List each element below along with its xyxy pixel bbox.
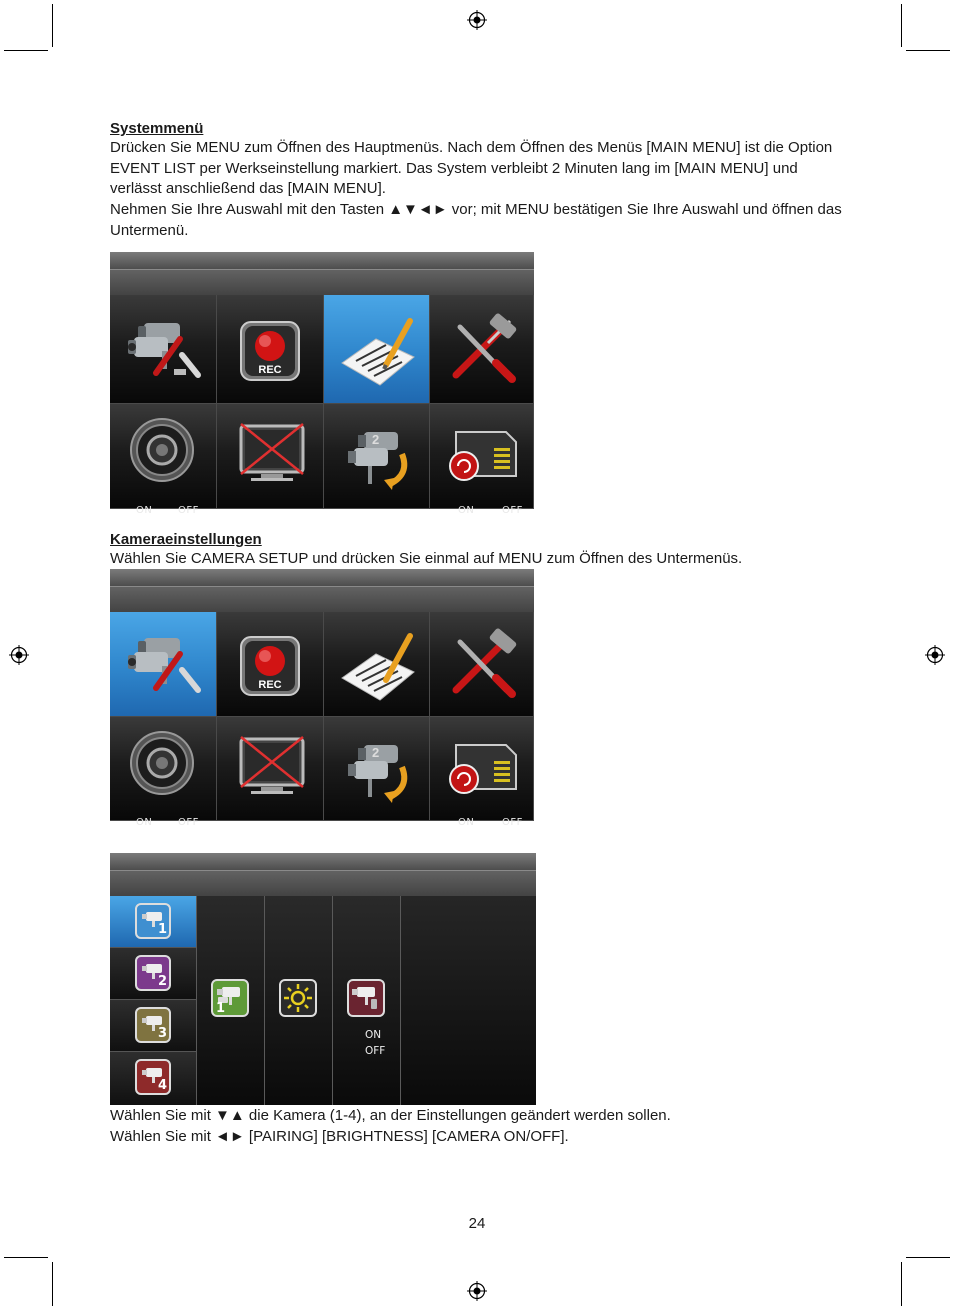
tile-sd-card[interactable] [430, 717, 534, 828]
tile-system-setup[interactable] [430, 612, 534, 717]
menu-subtitle-bar [110, 269, 534, 296]
registration-mark-icon [467, 1281, 487, 1301]
menu-subtitle-bar [110, 586, 534, 613]
sd-card-record-icon [430, 404, 534, 509]
camera-setup-submenu [110, 853, 536, 1105]
menu-subtitle-bar [110, 870, 536, 897]
tile-system-setup[interactable] [430, 295, 534, 404]
camera-4-option[interactable] [110, 1052, 196, 1105]
camera-tools-icon [110, 295, 217, 404]
camera-off-label: OFF [365, 1045, 386, 1057]
camera-pairing-icon [211, 979, 249, 1017]
main-menu-screen-1 [110, 252, 534, 516]
menu-title-bar [110, 569, 534, 586]
pairing-column[interactable] [197, 896, 265, 1105]
tile-screen[interactable] [217, 717, 324, 821]
tile-screen[interactable] [217, 404, 324, 509]
svg-text:REC: REC [258, 679, 282, 691]
off-label: OFF [178, 505, 199, 516]
tile-camera-switch[interactable] [324, 717, 430, 821]
on-label: ON [136, 817, 153, 828]
page-number: 24 [468, 1215, 486, 1232]
hammer-screwdriver-icon [430, 612, 534, 717]
section-heading-kameraeinstellungen: Kameraeinstellungen [110, 531, 262, 548]
camera-rotate-icon [324, 717, 430, 821]
sd-card-record-icon [430, 717, 534, 821]
off-label: OFF [502, 817, 523, 828]
on-label: ON [136, 505, 153, 516]
crop-mark [52, 1262, 53, 1306]
tile-camera-switch[interactable] [324, 404, 430, 509]
camera-2-option[interactable] [110, 948, 196, 1000]
menu-title-bar [110, 252, 534, 269]
hammer-screwdriver-icon [430, 295, 534, 404]
main-menu-screen-2 [110, 569, 534, 828]
crop-mark [901, 1262, 902, 1306]
tile-speaker[interactable] [110, 717, 217, 828]
speaker-icon [110, 717, 217, 821]
tile-camera-setup[interactable] [110, 295, 217, 404]
on-label: ON [458, 817, 475, 828]
crop-mark [4, 50, 48, 51]
submenu-empty-area [401, 896, 536, 1105]
menu-title-bar [110, 853, 536, 870]
rec-button-icon [217, 612, 324, 717]
crop-mark [52, 4, 53, 47]
registration-mark-icon [467, 10, 487, 30]
document-pen-icon [324, 612, 430, 717]
tile-sd-card[interactable] [430, 404, 534, 516]
camera-on-label: ON [365, 1029, 382, 1041]
camera-selector-column [110, 896, 197, 1105]
camera-4-icon: 4 [135, 1059, 171, 1095]
registration-mark-icon [9, 645, 29, 665]
monitor-expand-icon [217, 404, 324, 509]
tile-record[interactable] [217, 612, 324, 717]
camera-2-icon: 2 [135, 955, 171, 991]
crop-mark [4, 1257, 48, 1258]
section-paragraph: Wählen Sie CAMERA SETUP und drücken Sie einmal auf MENU zum Öffnen des Untermenüs. [110, 550, 743, 567]
svg-text:2: 2 [372, 432, 380, 447]
sun-brightness-icon [279, 979, 317, 1017]
tile-event-list[interactable] [324, 612, 430, 717]
tile-record[interactable] [217, 295, 324, 404]
brightness-column[interactable] [265, 896, 333, 1105]
camera-rotate-icon [324, 404, 430, 509]
section-paragraph: Drücken Sie MENU zum Öffnen des Hauptmenüs. Nach dem Öffnen des Menüs [MAIN MENU] ist die Option EVENT LIST per Werkseinstellung markiert. Das System verbleibt 2 Minuten lang im [MAIN MENU] und verlässt anschließend das [MAIN MENU]. [110, 139, 833, 197]
camera-3-option[interactable] [110, 1000, 196, 1052]
crop-mark [906, 1257, 950, 1258]
tile-speaker[interactable] [110, 404, 217, 516]
instruction-line: Wählen Sie mit ▼▲ die Kamera (1-4), an der Einstellungen geändert werden sollen. [110, 1107, 671, 1124]
on-label: ON [458, 505, 475, 516]
camera-power-icon [347, 979, 385, 1017]
instruction-line: Wählen Sie mit ◄► [PAIRING] [BRIGHTNESS] [CAMERA ON/OFF]. [110, 1128, 569, 1145]
camera-1-option[interactable] [110, 896, 196, 948]
svg-text:REC: REC [258, 364, 282, 376]
camera-3-icon: 3 [135, 1007, 171, 1043]
svg-text:2: 2 [372, 745, 380, 760]
pairing-number: 1 [216, 1001, 226, 1016]
section-heading-systemmenu: Systemmenü [110, 120, 204, 137]
rec-button-icon [217, 295, 324, 404]
crop-mark [901, 4, 902, 47]
crop-mark [906, 50, 950, 51]
section-paragraph: Nehmen Sie Ihre Auswahl mit den Tasten ▲▼◄► vor; mit MENU bestätigen Sie Ihre Auswahl und öffnen das Untermenü. [110, 201, 842, 239]
camera-1-icon: 1 [135, 903, 171, 939]
camera-tools-icon [110, 612, 217, 717]
off-label: OFF [502, 505, 523, 516]
off-label: OFF [178, 817, 199, 828]
tile-event-list[interactable] [324, 295, 430, 404]
monitor-expand-icon [217, 717, 324, 821]
speaker-icon [110, 404, 217, 509]
tile-camera-setup[interactable] [110, 612, 217, 717]
camera-onoff-column[interactable] [333, 896, 401, 1105]
registration-mark-icon [925, 645, 945, 665]
document-pen-icon [324, 295, 430, 404]
